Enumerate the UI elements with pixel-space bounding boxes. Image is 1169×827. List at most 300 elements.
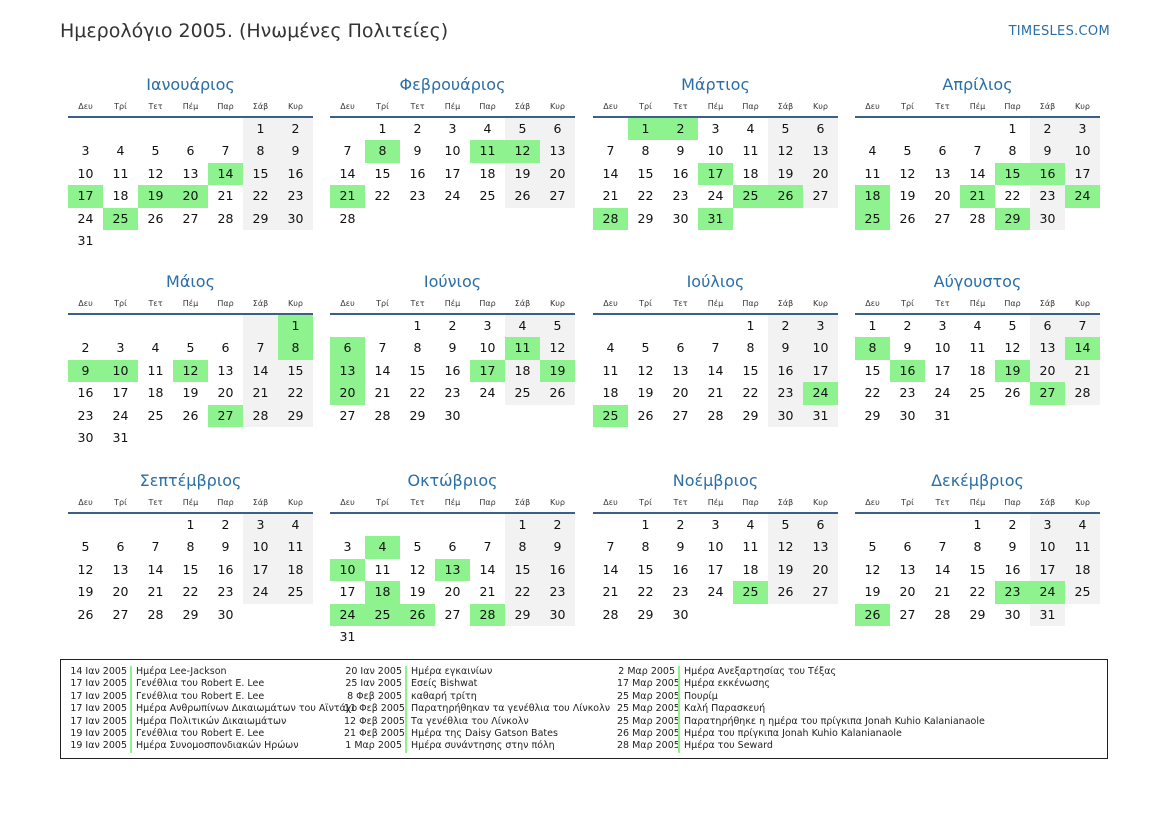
day-cell: 7 [1065,315,1100,337]
day-cell: 4 [973,318,982,333]
day-cell: 26 [147,210,164,226]
empty-day-cell [435,514,470,536]
legend-row [617,678,985,690]
day-cell: 27 [444,606,461,622]
day-cell: 25 [147,407,164,423]
empty-day-cell [400,514,435,536]
weekday-label: Σάβ [514,498,531,507]
day-cell: 28 [243,405,278,427]
day-cell: 12 [768,536,803,558]
weekday-label: Παρ [217,498,234,507]
day-cell: 10 [479,340,496,356]
day-cell: 26 [540,382,575,404]
day-cell: 2 [676,517,685,532]
legend-column [617,666,985,753]
weekday-label: Δευ [865,498,880,507]
day-cell: 3 [448,121,457,136]
day-cell: 5 [540,315,575,337]
day-cell: 12 [540,337,575,359]
holiday-day-cell: 19 [138,185,173,207]
day-cell: 20 [803,163,838,185]
day-cell: 15 [505,559,540,581]
holiday-day-cell: 13 [330,360,365,382]
month-days [330,514,575,648]
empty-day-cell [68,315,103,337]
weekday-label: Πέμ [444,299,461,308]
day-cell: 8 [1008,143,1017,159]
day-cell: 19 [768,163,803,185]
empty-day-cell [593,315,628,337]
day-cell: 10 [444,143,461,159]
weekday-label: Παρ [1004,299,1021,308]
weekday-label: Σάβ [1039,102,1056,111]
day-cell: 7 [151,539,160,555]
holiday-day-cell: 31 [698,208,733,230]
weekday-label: Τρί [901,102,914,111]
empty-day-cell [243,315,278,337]
holiday-date: 14 Ιαν 2005 [70,666,127,677]
day-cell: 28 [147,606,164,622]
month-calendar [855,74,1100,230]
weekday-label: Πέμ [707,102,724,111]
day-cell: 17 [1030,559,1065,581]
holiday-date: 12 Φεβ 2005 [344,715,405,727]
day-cell: 7 [711,340,720,356]
weekday-label: Παρ [742,299,759,308]
weekday-header [593,297,838,315]
holiday-date: 21 Φεβ 2005 [344,727,405,739]
day-cell: 7 [243,337,278,359]
day-cell: 12 [637,362,654,378]
day-cell: 22 [278,382,313,404]
holiday-name: Ημέρα της Daisy Gatson Bates [405,728,558,740]
weekday-label: Σάβ [252,299,269,308]
empty-day-cell [173,118,208,140]
empty-day-cell [330,514,365,536]
day-cell: 12 [147,165,164,181]
holiday-name: καθαρή τρίτη [405,691,477,703]
day-cell: 21 [602,584,619,600]
legend-row [344,666,610,678]
holiday-day-cell: 11 [470,140,505,162]
day-cell: 28 [969,210,986,226]
empty-day-cell [593,118,628,140]
day-cell: 2 [768,315,803,337]
day-cell: 16 [672,561,689,577]
holiday-day-cell: 4 [365,536,400,558]
day-cell: 28 [707,407,724,423]
day-cell: 1 [413,318,422,333]
day-cell: 16 [77,385,94,401]
day-cell: 30 [1030,208,1065,230]
day-cell: 14 [243,360,278,382]
legend-row [617,740,985,752]
empty-day-cell [68,514,103,536]
day-cell: 19 [768,559,803,581]
day-cell: 30 [1004,606,1021,622]
holiday-day-cell: 16 [890,360,925,382]
weekday-label: Τρί [376,498,389,507]
weekday-header [855,297,1100,315]
day-cell: 27 [339,407,356,423]
holiday-day-cell: 28 [470,604,505,626]
month-title: Δεκέμβριος [931,471,1024,490]
day-cell: 22 [505,581,540,603]
month-calendar [330,271,575,427]
day-cell: 17 [112,385,129,401]
holiday-legend [60,659,1108,759]
day-cell: 22 [409,385,426,401]
holiday-name: Πουρίμ [678,691,718,703]
legend-row [617,703,985,715]
day-cell: 22 [742,385,759,401]
day-cell: 12 [864,561,881,577]
day-cell: 7 [378,340,387,356]
day-cell: 4 [868,143,877,159]
day-cell: 21 [1065,360,1100,382]
day-cell: 4 [1065,514,1100,536]
holiday-name: Παρατηρήθηκε η ημέρα του πρίγκιπα Jonah Kuhio Kalanianaole [678,716,985,728]
month-title: Σεπτέμβριος [139,471,242,490]
month-calendar [593,271,838,427]
month-title: Νοέμβριος [672,471,759,490]
day-cell: 30 [672,210,689,226]
day-cell: 23 [409,188,426,204]
weekday-label: Παρ [479,299,496,308]
day-cell: 28 [934,606,951,622]
legend-column [344,666,610,753]
day-cell: 5 [768,118,803,140]
holiday-name: Ημέρα Lee-Jackson [130,666,227,678]
day-cell: 28 [374,407,391,423]
weekday-header [855,100,1100,118]
day-cell: 1 [868,318,877,333]
legend-row [344,691,610,703]
day-cell: 26 [899,210,916,226]
weekday-label: Τετ [935,102,950,111]
day-cell: 19 [505,163,540,185]
day-cell: 17 [803,360,838,382]
day-cell: 15 [637,165,654,181]
day-cell: 5 [81,539,90,555]
day-cell: 3 [711,517,720,532]
weekday-label: Σάβ [1039,498,1056,507]
weekday-label: Σάβ [514,299,531,308]
legend-row [344,728,610,740]
weekday-label: Κυρ [813,102,828,111]
holiday-day-cell: 8 [278,337,313,359]
weekday-label: Πέμ [707,299,724,308]
day-cell: 4 [606,340,615,356]
day-cell: 2 [903,318,912,333]
day-cell: 30 [899,407,916,423]
day-cell: 5 [903,143,912,159]
holiday-day-cell: 1 [278,315,313,337]
day-cell: 15 [243,163,278,185]
day-cell: 19 [77,584,94,600]
day-cell: 9 [676,539,685,555]
day-cell: 21 [374,385,391,401]
day-cell: 15 [374,165,391,181]
holiday-name: Ημέρα Συνομοσπονδιακών Ηρώων [130,740,299,752]
month-title: Ιούλιος [686,272,745,291]
weekday-label: Τετ [410,102,425,111]
empty-day-cell [960,118,995,140]
holiday-date: 25 Μαρ 2005 [617,703,680,715]
weekday-label: Παρ [1004,102,1021,111]
month-days [330,118,575,230]
month-days [593,514,838,626]
holiday-date: 17 Ιαν 2005 [70,678,127,690]
weekday-label: Κυρ [1075,498,1090,507]
weekday-label: Πέμ [969,299,986,308]
month-days [855,514,1100,626]
weekday-label: Τετ [673,102,688,111]
legend-row [344,716,610,728]
day-cell: 14 [339,165,356,181]
day-cell: 18 [969,362,986,378]
weekday-label: Πέμ [444,498,461,507]
day-cell: 21 [707,385,724,401]
month-calendar [855,271,1100,427]
day-cell: 26 [637,407,654,423]
weekday-label: Τρί [901,299,914,308]
month-calendar [855,470,1100,626]
day-cell: 18 [1065,559,1100,581]
day-cell: 11 [112,165,129,181]
day-cell: 27 [112,606,129,622]
empty-day-cell [855,514,890,536]
holiday-day-cell: 8 [365,140,400,162]
holiday-day-cell: 27 [208,405,243,427]
weekday-label: Σάβ [252,102,269,111]
weekday-label: Δευ [865,102,880,111]
holiday-day-cell: 24 [1030,581,1065,603]
weekday-label: Δευ [603,102,618,111]
month-title: Ιούνιος [423,272,482,291]
day-cell: 8 [413,340,422,356]
day-cell: 13 [803,140,838,162]
day-cell: 29 [864,407,881,423]
weekday-label: Πέμ [182,498,199,507]
day-cell: 9 [448,340,457,356]
weekday-label: Κυρ [288,498,303,507]
day-cell: 24 [444,188,461,204]
day-cell: 1 [186,517,195,532]
day-cell: 9 [540,536,575,558]
day-cell: 4 [483,121,492,136]
holiday-name: Εσείς Bishwat [405,678,477,690]
day-cell: 15 [637,561,654,577]
page-title: Ημερολόγιο 2005. (Ηνωμένες Πολιτείες) [60,20,449,42]
day-cell: 15 [409,362,426,378]
month-calendar [68,271,313,449]
month-title: Αύγουστος [933,272,1022,291]
day-cell: 11 [969,340,986,356]
day-cell: 3 [116,340,125,356]
holiday-day-cell: 25 [593,405,628,427]
holiday-date: 25 Μαρ 2005 [617,690,680,702]
day-cell: 22 [637,584,654,600]
day-cell: 17 [707,561,724,577]
day-cell: 26 [1004,385,1021,401]
day-cell: 29 [182,606,199,622]
day-cell: 11 [278,536,313,558]
holiday-day-cell: 24 [1065,185,1100,207]
day-cell: 1 [378,121,387,136]
day-cell: 27 [803,185,838,207]
month-title: Ιανουάριος [146,75,235,94]
weekday-label: Τετ [673,299,688,308]
legend-row [344,740,610,752]
day-cell: 11 [147,362,164,378]
month-calendar [593,470,838,626]
weekday-label: Τρί [901,498,914,507]
empty-day-cell [208,315,243,337]
legend-row [69,691,357,703]
day-cell: 13 [540,140,575,162]
day-cell: 7 [221,143,230,159]
weekday-label: Δευ [78,299,93,308]
day-cell: 14 [602,165,619,181]
month-title: Μάιος [166,272,215,291]
day-cell: 13 [672,362,689,378]
day-cell: 5 [186,340,195,356]
day-cell: 27 [182,210,199,226]
holiday-day-cell: 25 [733,581,768,603]
day-cell: 6 [186,143,195,159]
weekday-label: Τετ [148,102,163,111]
holiday-date: 25 Μαρ 2005 [617,715,680,727]
day-cell: 20 [803,559,838,581]
day-cell: 24 [243,581,278,603]
day-cell: 25 [969,385,986,401]
day-cell: 16 [540,559,575,581]
day-cell: 29 [637,210,654,226]
day-cell: 13 [217,362,234,378]
holiday-name: Ημέρα Πολιτικών Δικαιωμάτων [130,716,286,728]
day-cell: 2 [1008,517,1017,532]
weekday-header [330,496,575,514]
day-cell: 2 [81,340,90,356]
day-cell: 9 [278,140,313,162]
day-cell: 30 [278,208,313,230]
holiday-day-cell: 18 [855,185,890,207]
day-cell: 18 [602,385,619,401]
empty-day-cell [330,118,365,140]
weekday-header [68,496,313,514]
day-cell: 21 [243,382,278,404]
month-days [68,118,313,252]
brand-link[interactable]: TIMESLES.COM [1008,24,1110,39]
day-cell: 31 [77,232,94,248]
day-cell: 17 [339,584,356,600]
day-cell: 13 [934,165,951,181]
day-cell: 12 [77,561,94,577]
month-calendar [593,74,838,230]
holiday-day-cell: 14 [208,163,243,185]
weekday-label: Δευ [603,498,618,507]
day-cell: 13 [899,561,916,577]
holiday-date: 17 Ιαν 2005 [70,715,127,727]
holiday-day-cell: 17 [698,163,733,185]
day-cell: 14 [707,362,724,378]
day-cell: 3 [1065,118,1100,140]
day-cell: 10 [1030,536,1065,558]
day-cell: 23 [899,385,916,401]
day-cell: 4 [278,514,313,536]
day-cell: 6 [938,143,947,159]
holiday-day-cell: 12 [505,140,540,162]
day-cell: 19 [864,584,881,600]
day-cell: 11 [742,143,759,159]
weekday-label: Κυρ [813,498,828,507]
empty-day-cell [138,315,173,337]
holiday-day-cell: 26 [400,604,435,626]
holiday-day-cell: 20 [173,185,208,207]
weekday-label: Τετ [410,299,425,308]
weekday-label: Πέμ [707,498,724,507]
empty-day-cell [103,315,138,337]
day-cell: 25 [278,581,313,603]
holiday-name: Ημέρα Ανεξαρτησίας του Τέξας [678,666,836,678]
day-cell: 4 [746,121,755,136]
day-cell: 31 [339,628,356,644]
holiday-date: 28 Μαρ 2005 [617,740,680,752]
legend-row [69,740,357,752]
day-cell: 28 [217,210,234,226]
day-cell: 16 [672,165,689,181]
weekday-label: Σάβ [777,498,794,507]
day-cell: 16 [444,362,461,378]
holiday-day-cell: 21 [960,185,995,207]
holiday-day-cell: 29 [995,208,1030,230]
month-days [855,315,1100,427]
empty-day-cell [103,514,138,536]
day-cell: 20 [672,385,689,401]
day-cell: 14 [969,165,986,181]
holiday-name: Γενέθλια του Robert E. Lee [130,728,264,740]
weekday-label: Δευ [865,299,880,308]
holiday-day-cell: 17 [68,185,103,207]
day-cell: 14 [602,561,619,577]
weekday-label: Σάβ [1039,299,1056,308]
weekday-label: Σάβ [252,498,269,507]
weekday-label: Πέμ [182,299,199,308]
holiday-day-cell: 25 [365,604,400,626]
day-cell: 14 [934,561,951,577]
month-days [330,315,575,427]
holiday-name: Γενέθλια του Robert E. Lee [130,691,264,703]
legend-column [69,666,357,753]
day-cell: 6 [803,514,838,536]
day-cell: 2 [540,514,575,536]
day-cell: 6 [803,118,838,140]
weekday-label: Κυρ [288,299,303,308]
day-cell: 20 [1030,360,1065,382]
day-cell: 22 [1004,188,1021,204]
weekday-header [330,297,575,315]
day-cell: 23 [1030,185,1065,207]
day-cell: 27 [899,606,916,622]
day-cell: 1 [505,514,540,536]
empty-day-cell [890,118,925,140]
day-cell: 8 [243,140,278,162]
day-cell: 13 [1030,337,1065,359]
holiday-day-cell: 17 [470,360,505,382]
weekday-label: Παρ [217,299,234,308]
day-cell: 23 [672,188,689,204]
